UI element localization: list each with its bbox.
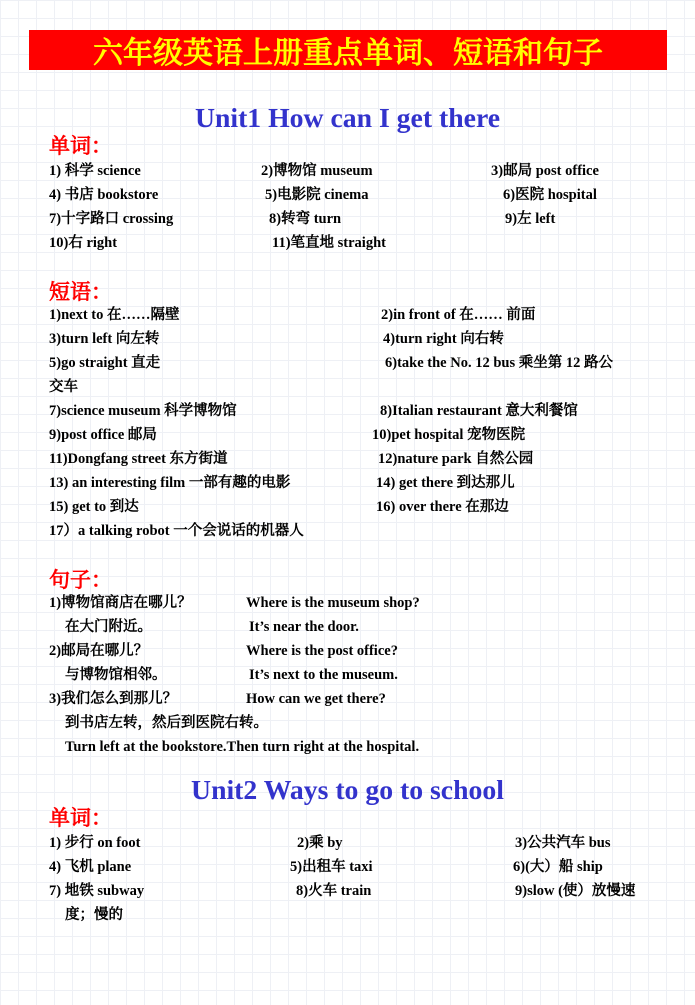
word-item: 10)右 right [49, 235, 118, 251]
phrase-item: 8)Italian restaurant 意大利餐馆 [380, 403, 578, 419]
word-item: 3)公共汽车 bus [515, 835, 611, 851]
sentence-en: It’s near the door. [249, 619, 359, 635]
unit1-words-heading: 单词： [49, 134, 112, 158]
word-item: 1) 步行 on foot [49, 835, 141, 851]
unit1-title: Unit1 How can I get there [194, 102, 501, 133]
word-item: 7)十字路口 crossing [49, 211, 174, 227]
unit1-phrases-heading: 短语： [49, 280, 112, 304]
phrase-item: 14) get there 到达那儿 [376, 475, 515, 491]
sentence-en: Where is the post office? [246, 643, 398, 659]
sentence-en: How can we get there? [246, 691, 386, 707]
word-item: 6)医院 hospital [503, 187, 597, 203]
word-item: 度；慢的 [65, 907, 123, 923]
sentence-en: It’s next to the museum. [249, 667, 398, 683]
sentence-cn: 在大门附近。 [65, 619, 152, 635]
word-item: 2)博物馆 museum [261, 163, 373, 179]
sentence-en: Turn left at the bookstore.Then turn right at the hospital. [65, 739, 420, 755]
word-item: 11)笔直地 straight [272, 235, 386, 251]
unit1-sentences-heading: 句子： [49, 568, 112, 592]
phrase-item: 7)science museum 科学博物馆 [49, 403, 237, 419]
word-item: 7) 地铁 subway [49, 883, 145, 899]
phrase-item: 11)Dongfang street 东方街道 [49, 451, 228, 467]
word-item: 8)转弯 turn [269, 211, 342, 227]
word-item: 3)邮局 post office [491, 163, 599, 179]
phrase-item: 17）a talking robot 一个会说话的机器人 [49, 523, 304, 539]
phrase-item: 1)next to 在……隔壁 [49, 307, 180, 323]
word-item: 5)出租车 taxi [290, 859, 373, 875]
phrase-item: 5)go straight 直走 [49, 355, 161, 371]
phrase-item: 2)in front of 在…… 前面 [381, 307, 536, 323]
phrase-item: 16) over there 在那边 [376, 499, 509, 515]
word-item: 1) 科学 science [49, 163, 141, 179]
phrase-item: 9)post office 邮局 [49, 427, 157, 443]
phrase-item: 15) get to 到达 [49, 499, 139, 515]
sentence-cn: 3)我们怎么到那儿？ [49, 691, 178, 707]
phrase-item: 6)take the No. 12 bus 乘坐第 12 路公 [385, 355, 613, 371]
word-item: 4) 飞机 plane [49, 859, 132, 875]
unit2-words-heading: 单词： [49, 806, 112, 830]
sentence-cn: 与博物馆相邻。 [65, 667, 167, 683]
sentence-en: Where is the museum shop? [246, 595, 420, 611]
word-item: 6)(大）船 ship [513, 859, 603, 875]
sentence-cn: 1)博物馆商店在哪儿？ [49, 595, 192, 611]
phrase-item: 3)turn left 向左转 [49, 331, 160, 347]
word-item: 4) 书店 bookstore [49, 187, 159, 203]
sentence-cn: 到书店左转，然后到医院右转。 [65, 715, 268, 731]
phrase-item: 交车 [49, 379, 78, 395]
unit2-title: Unit2 Ways to go to school [191, 774, 504, 805]
title-banner [29, 30, 667, 70]
word-item: 9)slow (使）放慢速 [515, 883, 636, 899]
word-item: 5)电影院 cinema [265, 187, 369, 203]
phrase-item: 10)pet hospital 宠物医院 [372, 427, 526, 443]
phrase-item: 4)turn right 向右转 [383, 331, 504, 347]
page-title: 六年级英语上册重点单词、短语和句子 [93, 36, 603, 71]
word-item: 9)左 left [505, 211, 556, 227]
sentence-cn: 2)邮局在哪儿？ [49, 643, 149, 659]
word-item: 2)乘 by [297, 835, 343, 851]
phrase-item: 13) an interesting film 一部有趣的电影 [49, 475, 291, 491]
word-item: 8)火车 train [296, 883, 372, 899]
phrase-item: 12)nature park 自然公园 [378, 451, 534, 467]
